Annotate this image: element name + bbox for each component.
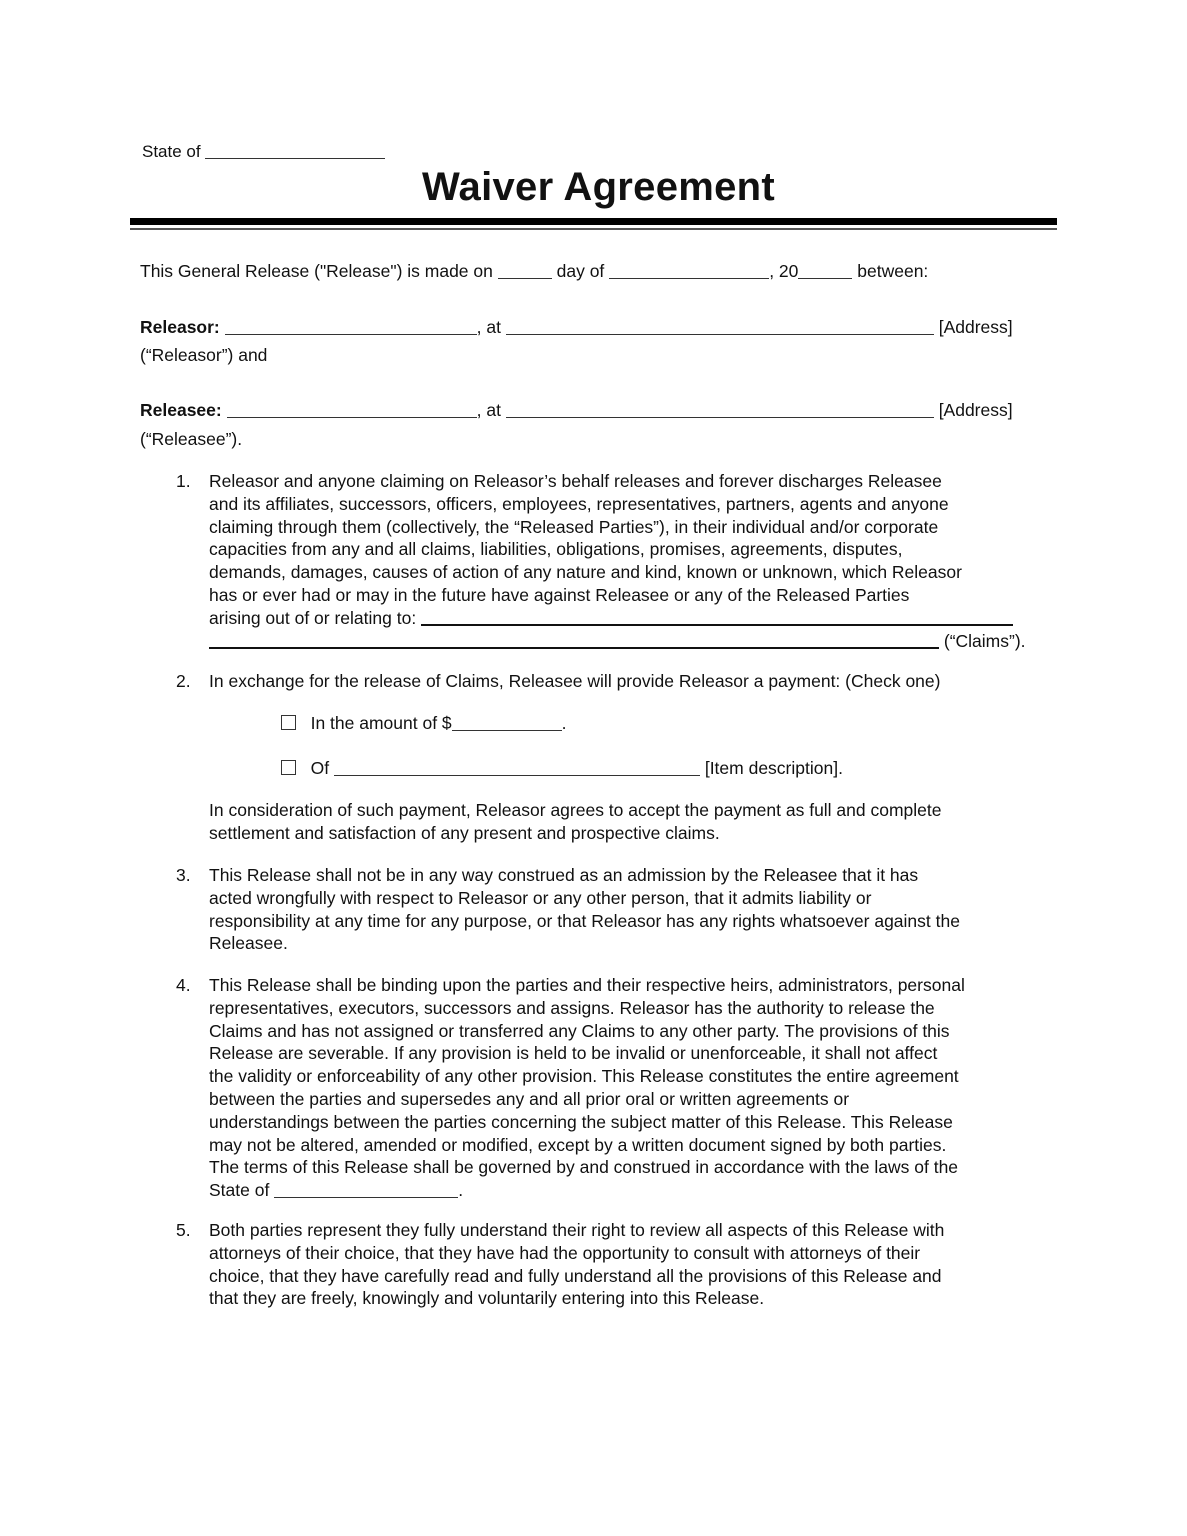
clause-line: the validity or enforceability of any other provision. This Release constitutes the entire agreement [209, 1066, 959, 1087]
amount-checkbox[interactable] [281, 715, 296, 730]
clause-line: In exchange for the release of Claims, Releasee will provide Releasor a payment: (Check one) [209, 671, 941, 691]
claims-field-2[interactable] [209, 646, 939, 649]
clause-line: demands, damages, causes of action of any nature and kind, known or unknown, which Releasor [209, 562, 962, 583]
releasee-alias: (“Releasee”). [140, 429, 243, 449]
clause-line [209, 1179, 965, 1202]
clause-line: Releasee. [209, 933, 288, 954]
clause-4-number: 4. [176, 975, 191, 995]
amount-period: . [561, 713, 567, 733]
clause-line: capacities from any and all claims, liabilities, obligations, promises, agreements, disputes, [209, 539, 903, 560]
releasee-address-field[interactable] [506, 416, 934, 418]
intro-line [140, 260, 928, 283]
period: . [458, 1180, 464, 1201]
clause-line: attorneys of their choice, that they have had the opportunity to consult with attorneys of their [209, 1242, 921, 1263]
clause-3-number: 3. [176, 865, 191, 885]
clause-line: This Release shall be binding upon the parties and their respective heirs, administrators, personal [209, 975, 965, 995]
claims-field-1[interactable] [421, 623, 1013, 626]
clause-line: responsibility at any time for any purpose, or that Releasor has any rights whatsoever against the [209, 910, 960, 931]
title-rule-thick [130, 218, 1057, 225]
releasee-name-field[interactable] [227, 416, 477, 418]
clause-3 [209, 864, 960, 955]
governing-state-label: State of [209, 1180, 270, 1201]
clause-line: may not be altered, amended or modified, except by a written document signed by both parties. [209, 1134, 947, 1155]
clause-text: arising out of or relating to: [209, 607, 417, 628]
intro-text-between: between: [857, 261, 929, 281]
clause-line: that they are freely, knowingly and voluntarily entering into this Release. [209, 1288, 765, 1309]
governing-state-field[interactable] [274, 1196, 458, 1198]
clause-line: Both parties represent they fully understand their right to review all aspects of this Release with [209, 1220, 945, 1240]
clause-line: choice, that they have carefully read and fully understand all the provisions of this Release and [209, 1265, 942, 1286]
intro-text-year: , 20 [769, 261, 799, 281]
clause-line: representatives, executors, successors and assigns. Releasor has the authority to release the [209, 997, 935, 1018]
clause-line: In consideration of such payment, Releasor agrees to accept the payment as full and complete [209, 800, 942, 820]
day-field[interactable] [498, 277, 552, 279]
releasor-address-label: [Address] [938, 317, 1013, 337]
releasee-line [140, 399, 1013, 422]
intro-text: This General Release ("Release") is made on [140, 261, 493, 281]
releasor-name-field[interactable] [225, 333, 477, 335]
clause-line: acted wrongfully with respect to Releasor or any other person, that it admits liability or [209, 887, 872, 908]
claims-label: (“Claims”). [943, 630, 1026, 651]
consideration [209, 799, 942, 845]
state-field[interactable] [205, 157, 385, 159]
payment-option-amount [281, 712, 567, 735]
state-line [142, 140, 385, 163]
releasor-address-field[interactable] [506, 333, 934, 335]
clause-5 [209, 1219, 944, 1310]
state-label: State of [142, 142, 201, 161]
clause-line: has or ever had or may in the future have against Releasee or any of the Released Parties [209, 584, 910, 605]
item-description-field[interactable] [334, 774, 700, 776]
clause-line: Release are severable. If any provision is held to be invalid or unenforceable, it shall not affect [209, 1043, 938, 1064]
page-title: Waiver Agreement [421, 165, 776, 209]
clause-5-number: 5. [176, 1220, 191, 1240]
intro-text-day-of: day of [556, 261, 605, 281]
clause-line [209, 607, 1026, 630]
clause-1-number: 1. [176, 471, 191, 491]
item-label: Of [310, 758, 330, 778]
month-field[interactable] [609, 277, 769, 279]
clause-1 [209, 470, 1026, 652]
clause-line: The terms of this Release shall be governed by and construed in accordance with the laws of the [209, 1157, 959, 1178]
clause-2-number: 2. [176, 671, 191, 691]
clause-line: claiming through them (collectively, the “Released Parties”), in their individual and/or corporate [209, 516, 939, 537]
clause-4 [209, 974, 965, 1202]
amount-label: In the amount of $ [310, 713, 452, 733]
clause-line: Releasor and anyone claiming on Releasor’s behalf releases and forever discharges Releasee [209, 471, 942, 491]
clause-line: Claims and has not assigned or transferred any Claims to any other party. The provisions of this [209, 1020, 950, 1041]
item-description-label: [Item description]. [704, 758, 843, 778]
releasor-label: Releasor: [140, 317, 220, 337]
clause-line [209, 630, 1026, 653]
releasor-alias: (“Releasor”) and [140, 345, 268, 365]
clause-line: understandings between the parties concerning the subject matter of this Release. This Release [209, 1111, 953, 1132]
clause-line: between the parties and supersedes any and all prior oral or written agreements or [209, 1088, 850, 1109]
releasee-address-label: [Address] [938, 400, 1013, 420]
year-field[interactable] [798, 277, 852, 279]
clause-2 [209, 670, 940, 693]
title-rule-thin [130, 228, 1057, 230]
amount-field[interactable] [452, 729, 562, 731]
clause-line: and its affiliates, successors, officers, employees, representatives, partners, agents and anyone [209, 493, 949, 514]
releasor-at: , at [476, 317, 501, 337]
releasee-label: Releasee: [140, 400, 222, 420]
item-checkbox[interactable] [281, 760, 296, 775]
payment-option-item [281, 757, 843, 780]
clause-line: This Release shall not be in any way construed as an admission by the Releasee that it has [209, 865, 919, 885]
releasee-at: , at [476, 400, 501, 420]
releasor-line [140, 316, 1013, 339]
clause-line: settlement and satisfaction of any present and prospective claims. [209, 822, 720, 843]
